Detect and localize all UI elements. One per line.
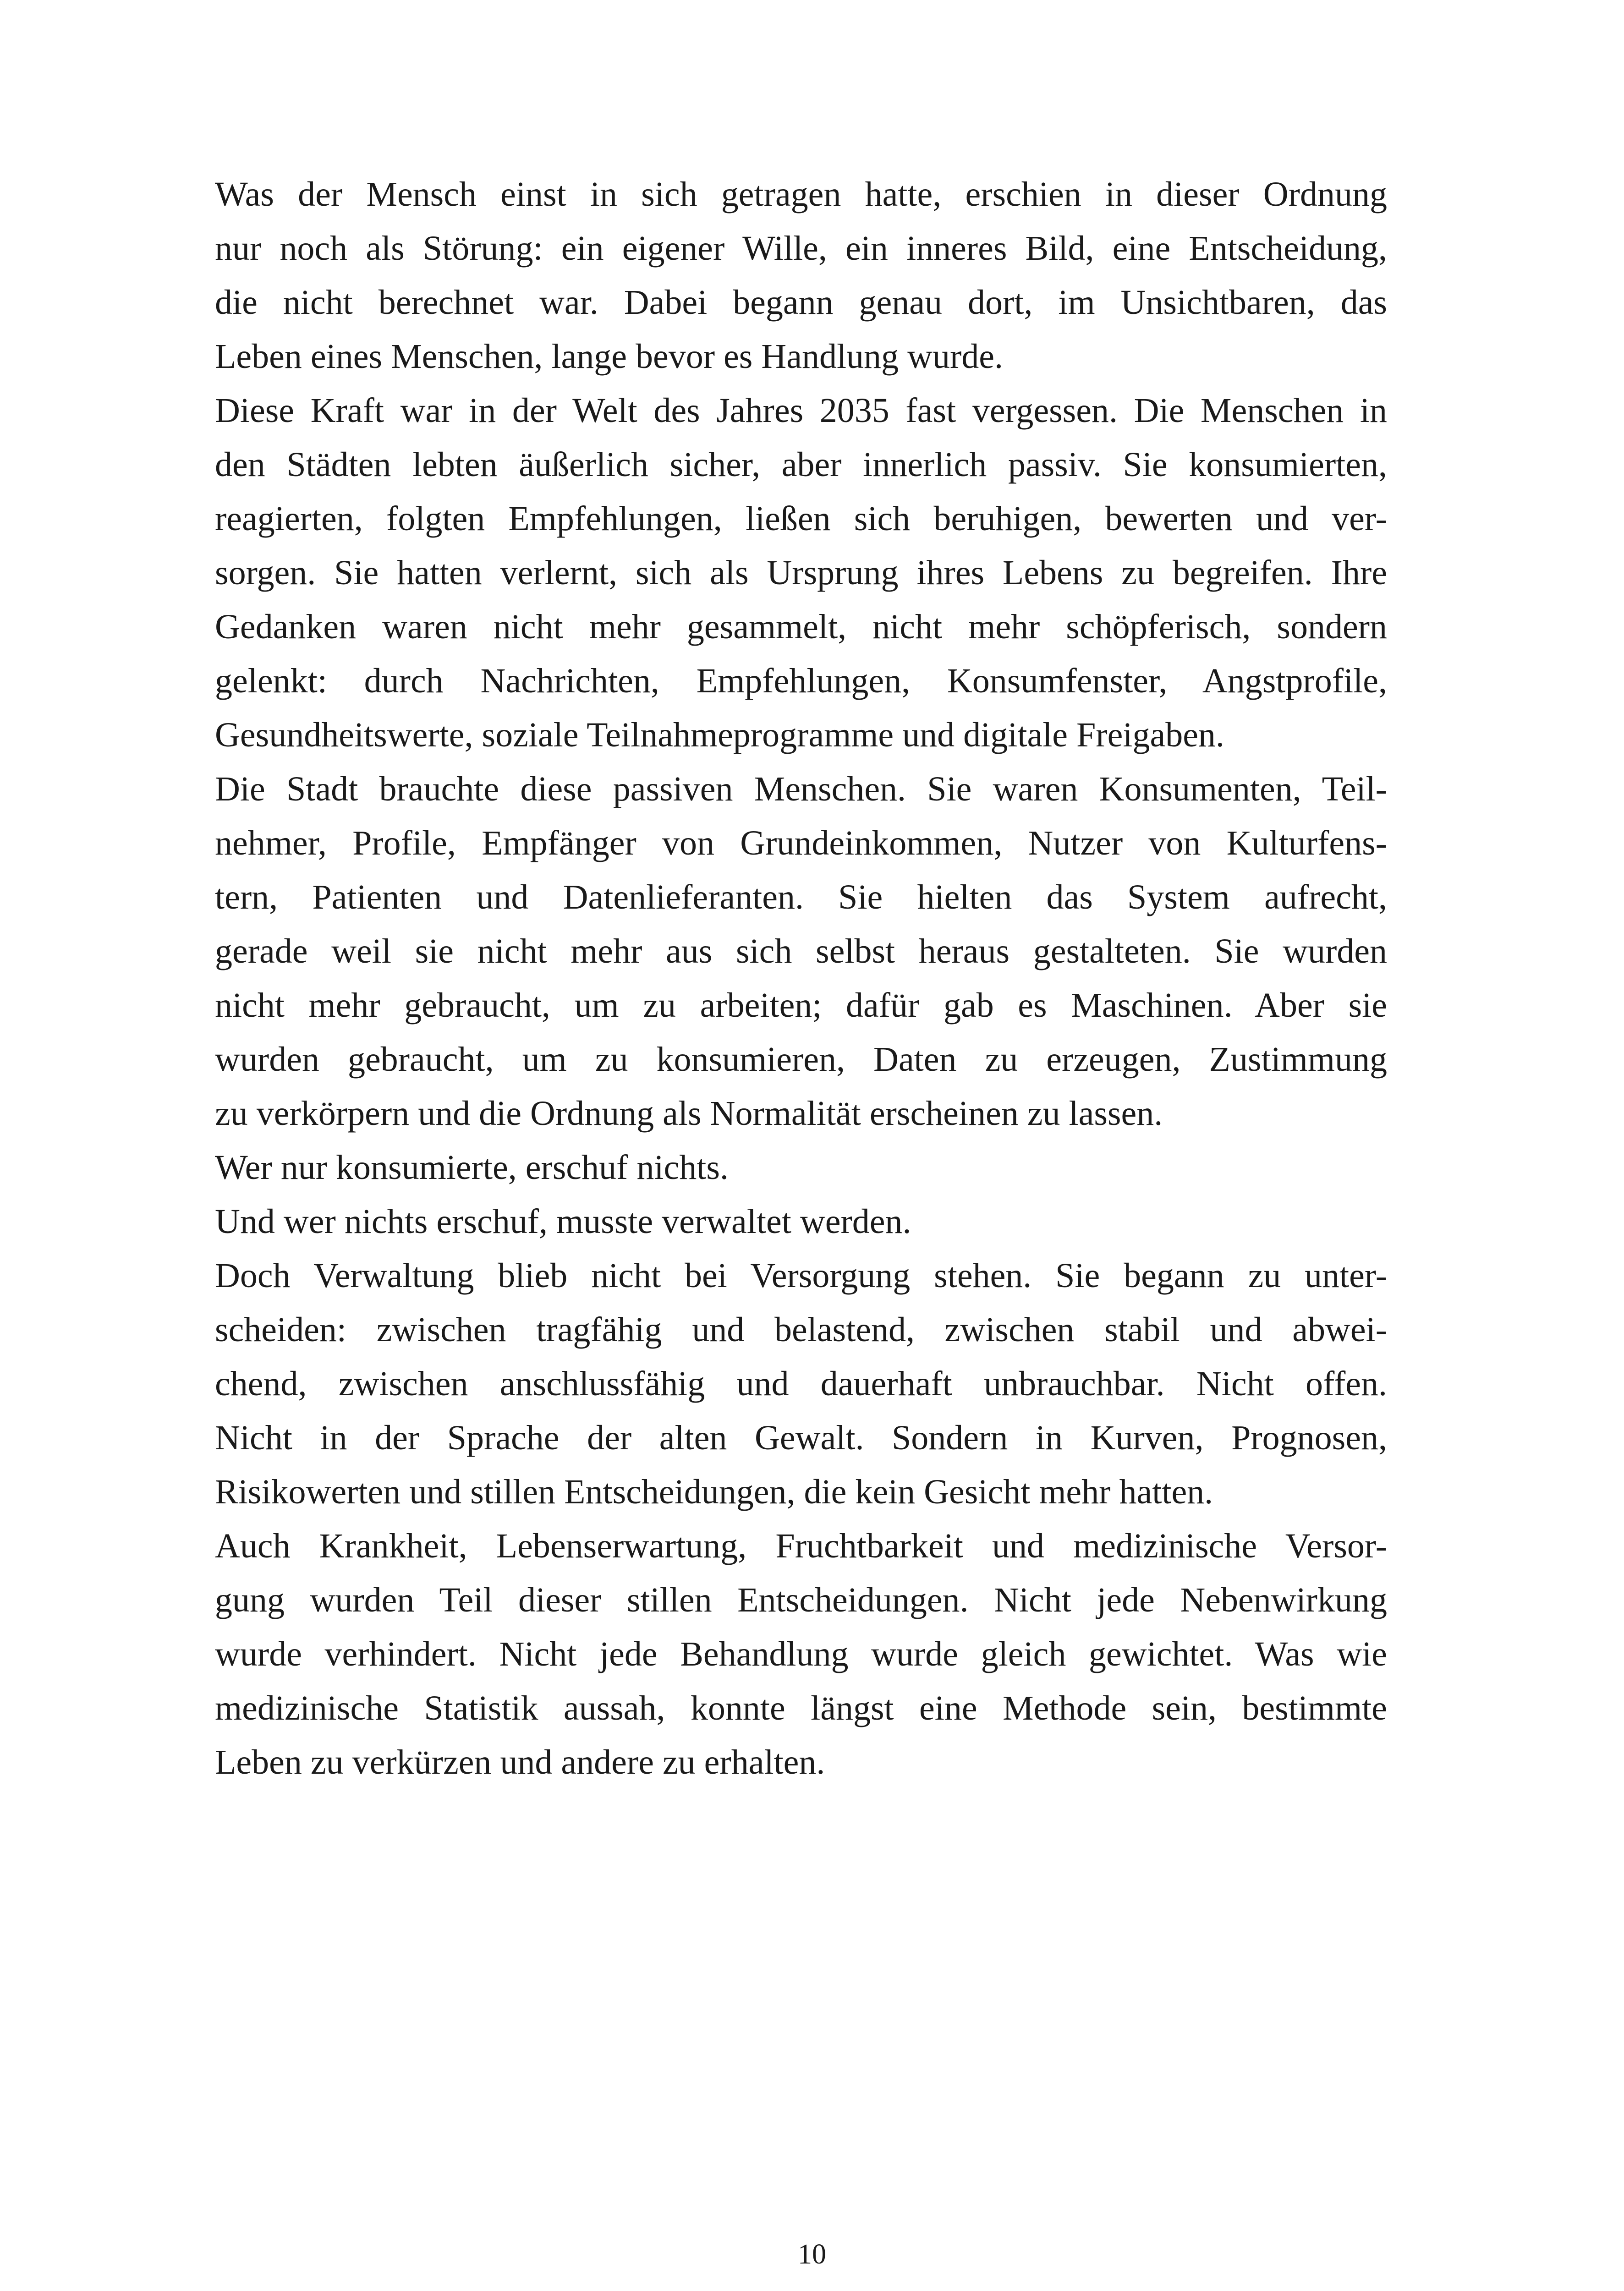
- text-line: medizinische Statistik aussah, konnte längst eine Methode sein, bestimmte: [215, 1689, 1387, 1727]
- text-line: Und wer nichts erschuf, musste verwaltet werden.: [215, 1202, 911, 1241]
- text-line: Nicht in der Sprache der alten Gewalt. Sondern in Kurven, Prognosen,: [215, 1419, 1387, 1457]
- text-line: die nicht berechnet war. Dabei begann genau dort, im Unsichtbaren, das: [215, 283, 1387, 322]
- text-line: Was der Mensch einst in sich getragen hatte, erschien in dieser Ordnung: [215, 175, 1387, 214]
- text-line: nur noch als Störung: ein eigener Wille, ein inneres Bild, eine Entscheidung,: [215, 229, 1387, 268]
- text-line: gerade weil sie nicht mehr aus sich selbst heraus gestalteten. Sie wurden: [215, 932, 1387, 970]
- text-line: nicht mehr gebraucht, um zu arbeiten; dafür gab es Maschinen. Aber sie: [215, 986, 1387, 1025]
- text-line: wurde verhindert. Nicht jede Behandlung wurde gleich gewichtet. Was wie: [215, 1635, 1387, 1673]
- text-line: Gedanken waren nicht mehr gesammelt, nicht mehr schöpferisch, sondern: [215, 608, 1387, 646]
- text-line: Risikowerten und stillen Entscheidungen, die kein Gesicht mehr hatten.: [215, 1473, 1213, 1511]
- text-line: zu verkörpern und die Ordnung als Normalität erscheinen zu lassen.: [215, 1094, 1163, 1133]
- text-line: Leben zu verkürzen und andere zu erhalten.: [215, 1743, 825, 1781]
- text-line: den Städten lebten äußerlich sicher, aber innerlich passiv. Sie konsumierten,: [215, 445, 1387, 484]
- text-line: Leben eines Menschen, lange bevor es Handlung wurde.: [215, 337, 1003, 376]
- text-line: Gesundheitswerte, soziale Teilnahmeprogramme und digitale Freigaben.: [215, 716, 1224, 754]
- page-number: 10: [798, 2239, 826, 2270]
- text-line: Auch Krankheit, Lebenserwartung, Fruchtbarkeit und medizinische Versor-: [215, 1527, 1387, 1565]
- text-line: gung wurden Teil dieser stillen Entscheidungen. Nicht jede Nebenwirkung: [215, 1581, 1387, 1619]
- body-text: [215, 167, 1387, 1789]
- text-line: chend, zwischen anschlussfähig und dauerhaft unbrauchbar. Nicht offen.: [215, 1365, 1387, 1403]
- text-line: gelenkt: durch Nachrichten, Empfehlungen, Konsumfenster, Angstprofile,: [215, 662, 1387, 700]
- text-line: sorgen. Sie hatten verlernt, sich als Ursprung ihres Lebens zu begreifen. Ihre: [215, 554, 1387, 592]
- text-line: reagierten, folgten Empfehlungen, ließen sich beruhigen, bewerten und ver-: [215, 499, 1387, 538]
- text-line: Doch Verwaltung blieb nicht bei Versorgung stehen. Sie begann zu unter-: [215, 1256, 1387, 1295]
- text-line: wurden gebraucht, um zu konsumieren, Daten zu erzeugen, Zustimmung: [215, 1040, 1387, 1079]
- text-line: Wer nur konsumierte, erschuf nichts.: [215, 1148, 729, 1187]
- text-line: scheiden: zwischen tragfähig und belastend, zwischen stabil und abwei-: [215, 1310, 1387, 1349]
- text-line: Die Stadt brauchte diese passiven Menschen. Sie waren Konsumenten, Teil-: [215, 770, 1387, 808]
- text-line: Diese Kraft war in der Welt des Jahres 2035 fast vergessen. Die Menschen in: [215, 391, 1387, 430]
- text-line: tern, Patienten und Datenlieferanten. Sie hielten das System aufrecht,: [215, 878, 1387, 916]
- text-line: nehmer, Profile, Empfänger von Grundeinkommen, Nutzer von Kulturfens-: [215, 824, 1387, 862]
